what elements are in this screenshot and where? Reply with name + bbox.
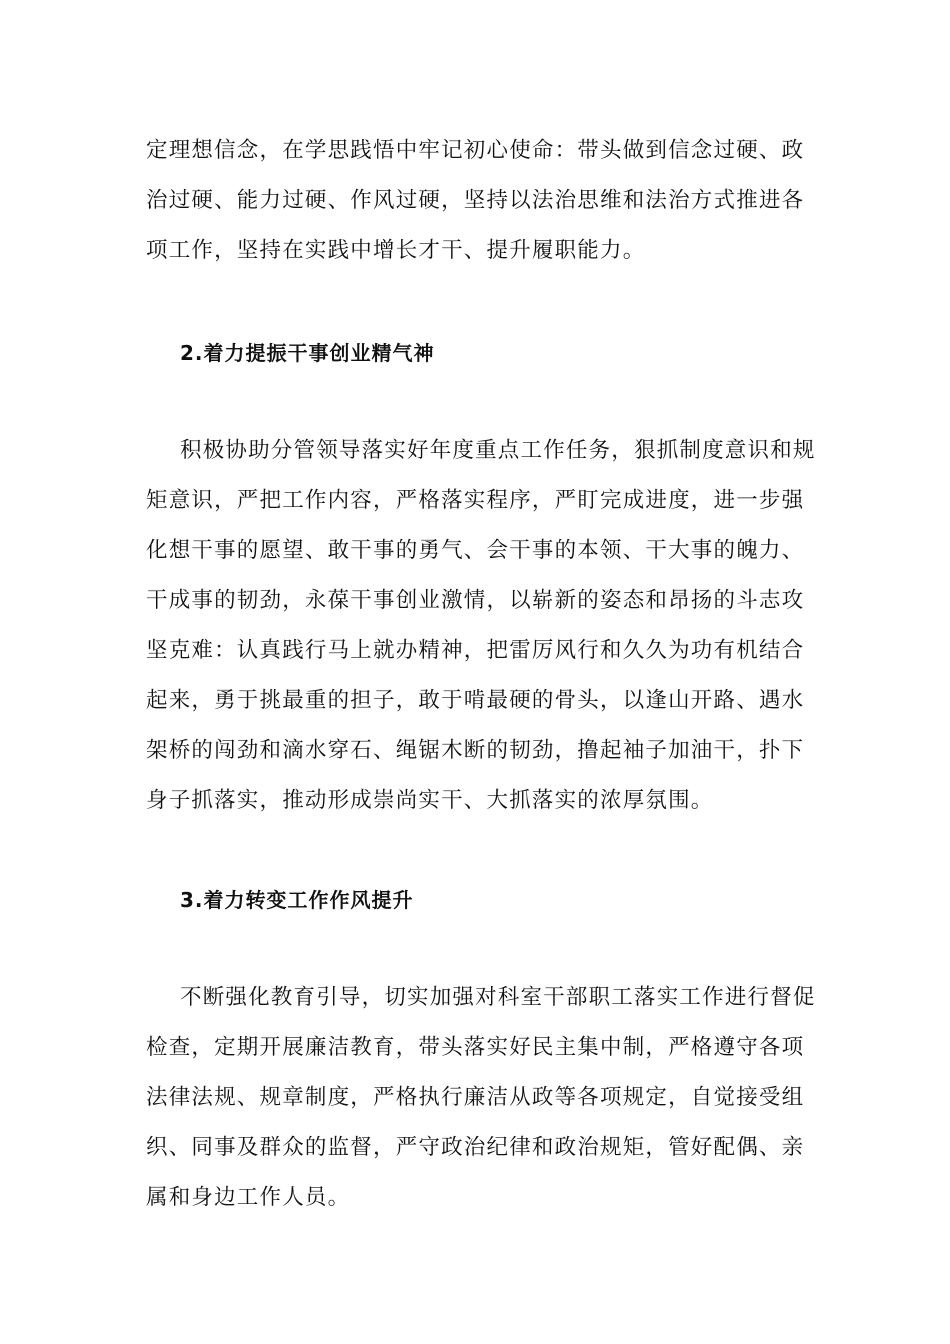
section-heading-3: 3.着力转变工作作风提升 [180, 888, 414, 912]
paragraph-line: 身子抓落实，推动形成崇尚实干、大抓落实的浓厚氛围。 [146, 788, 714, 813]
paragraph-line: 治过硬、能力过硬、作风过硬，坚持以法治思维和法治方式推进各 [146, 188, 805, 213]
paragraph-line: 项工作，坚持在实践中增长才干、提升履职能力。 [146, 238, 646, 263]
paragraph-line: 干成事的韧劲，永葆干事创业激情，以崭新的姿态和昂扬的斗志攻 [146, 588, 805, 613]
paragraph-line: 法律法规、规章制度，严格执行廉洁从政等各项规定，自觉接受组 [146, 1085, 805, 1110]
paragraph-line: 检查，定期开展廉洁教育，带头落实好民主集中制，严格遵守各项 [146, 1035, 805, 1060]
section-heading-2: 2.着力提振干事创业精气神 [180, 341, 435, 365]
paragraph-line: 化想干事的愿望、敢干事的勇气、会干事的本领、干大事的魄力、 [146, 538, 805, 563]
paragraph-line: 织、同事及群众的监督，严守政治纪律和政治规矩，管好配偶、亲 [146, 1135, 805, 1160]
paragraph-line: 架桥的闯劲和滴水穿石、绳锯木断的韧劲，撸起袖子加油干，扑下 [146, 738, 805, 763]
paragraph-line: 起来，勇于挑最重的担子，敢于啃最硬的骨头，以逢山开路、遇水 [146, 688, 805, 713]
paragraph-line: 定理想信念，在学思践悟中牢记初心使命：带头做到信念过硬、政 [146, 138, 805, 163]
paragraph-line: 积极协助分管领导落实好年度重点工作任务，狠抓制度意识和规 [180, 438, 816, 463]
paragraph-line: 属和身边工作人员。 [146, 1185, 351, 1210]
paragraph-line: 不断强化教育引导，切实加强对科室干部职工落实工作进行督促 [180, 985, 816, 1010]
paragraph-line: 坚克难：认真践行马上就办精神，把雷厉风行和久久为功有机结合 [146, 638, 805, 663]
paragraph-line: 矩意识，严把工作内容，严格落实程序，严盯完成进度，进一步强 [146, 488, 805, 513]
